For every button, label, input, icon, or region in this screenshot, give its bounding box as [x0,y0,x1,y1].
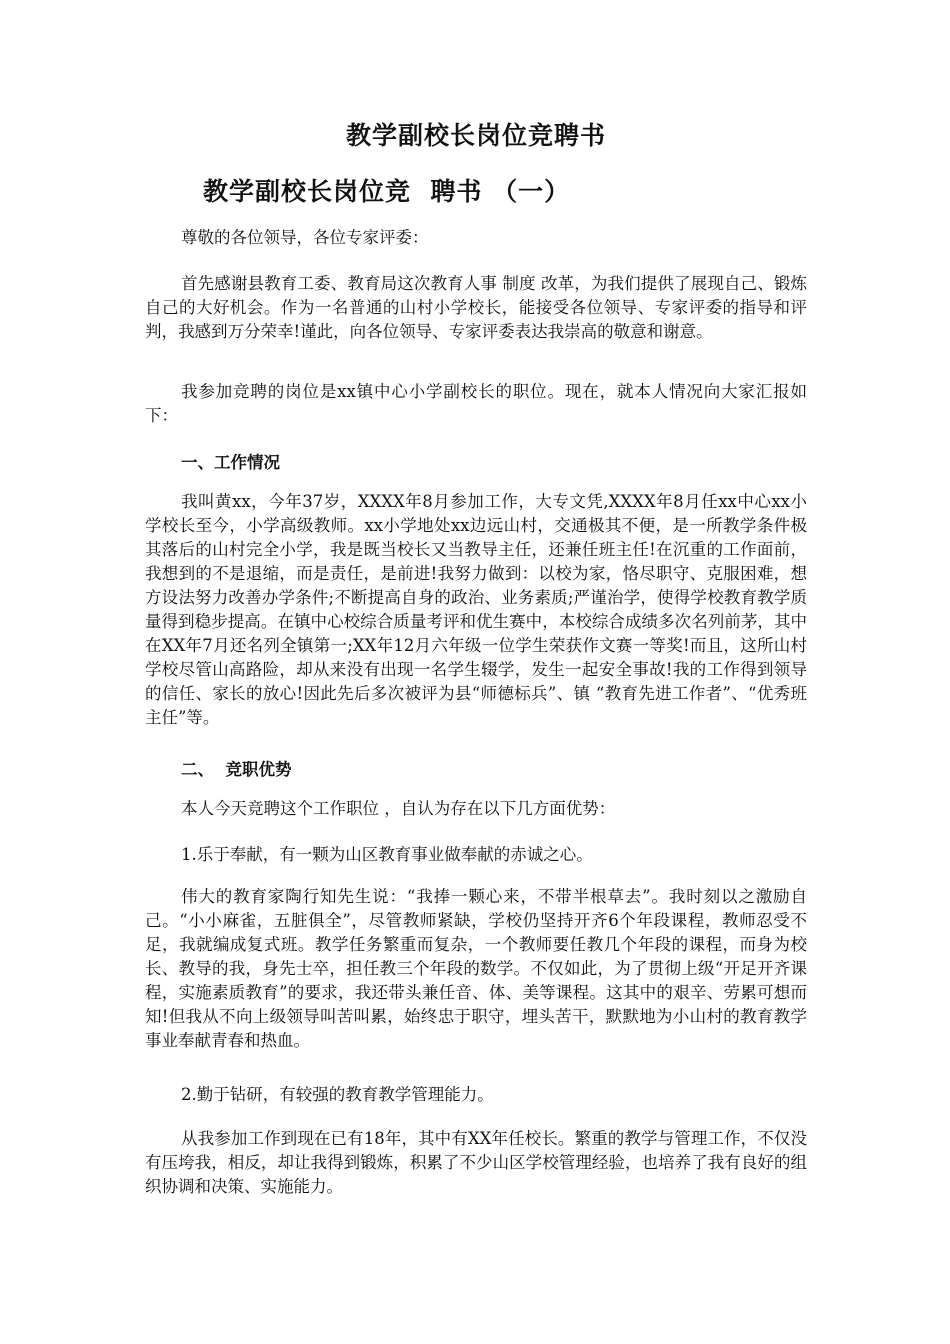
greeting-paragraph: 尊敬的各位领导，各位专家评委： [181,228,429,247]
position-paragraph: 我参加竞聘的岗位是xx镇中心小学副校长的职位。现在，就本人情况向大家汇报如下： [145,382,807,425]
document-subtitle: 教学副校长岗位竞 聘书 （一） [203,177,571,206]
advantage-item-1: 1.乐于奉献，有一颗为山区教育事业做奉献的赤诚之心。 [181,845,593,864]
section-heading-work: 一、工作情况 [181,453,280,472]
intro-paragraph: 首先感谢县教育工委、教育局这次教育人事 制度 改革，为我们提供了展现自己、锻炼自己的大好机会。作为一名普通的山村小学校长，能接受各位领导、专家评委的指导和评判，我感到万分荣幸!谨此，向各位领导、专家评委表达我崇高的敬意和谢意。 [145,274,807,341]
advantage-item-2: 2.勤于钻研，有较强的教育教学管理能力。 [181,1085,494,1104]
dedication-paragraph: 伟大的教育家陶行知先生说：“我捧一颗心来，不带半根草去”。我时刻以之激励自己。“小小麻雀，五脏俱全”，尽管教师紧缺，学校仍坚持开齐6个年段课程，教师忍受不足，我就编成复式班。教学任务繁重而复杂，一个教师要任教几个年段的课程，而身为校长、教导的我，身先士卒，担任教三个年段的数学。不仅如此，为了贯彻上级“开足开齐课程，实施素质教育”的要求，我还带头兼任音、体、美等课程。这其中的艰辛、劳累可想而知!但我从不向上级领导叫苦叫累，始终忠于职守，埋头苦干，默默地为小山村的教育教学事业奉献青春和热血。 [145,887,807,1050]
work-paragraph: 我叫黄xx，今年37岁，XXXX年8月参加工作，大专文凭,XXXX年8月任xx中心xx小学校长至今，小学高级教师。xx小学地处xx边远山村，交通极其不便，是一所教学条件极其落后的山村完全小学，我是既当校长又当教导主任，还兼任班主任!在沉重的工作面前，我想到的不是退缩，而是责任，是前进!我努力做到：以校为家，恪尽职守、克服困难，想方设法努力改善办学条件;不断提高自身的政治、业务素质;严谨治学，使得学校教育教学质量得到稳步提高。在镇中心校综合质量考评和优生赛中，本校综合成绩多次名列前茅，其中在XX年7月还名列全镇第一;XX年12月六年级一位学生荣获作文赛一等奖!而且，这所山村学校尽管山高路险，却从来没有出现一名学生辍学，发生一起安全事故!我的工作得到领导的信任、家长的放心!因此先后多次被评为县“师德标兵”、镇 “教育先进工作者”、“优秀班主任”等。 [145,492,807,727]
advantage-intro-paragraph: 本人今天竞聘这个工作职位 ，自认为存在以下几方面优势： [181,799,616,818]
management-paragraph: 从我参加工作到现在已有18年，其中有XX年任校长。繁重的教学与管理工作，不仅没有压垮我，相反，却让我得到锻炼，积累了不少山区学校管理经验，也培养了我有良好的组织协调和决策、实施能力。 [145,1129,807,1196]
document-title: 教学副校长岗位竞聘书 [345,121,606,150]
section-heading-advantage: 二、 竞职优势 [181,760,292,779]
